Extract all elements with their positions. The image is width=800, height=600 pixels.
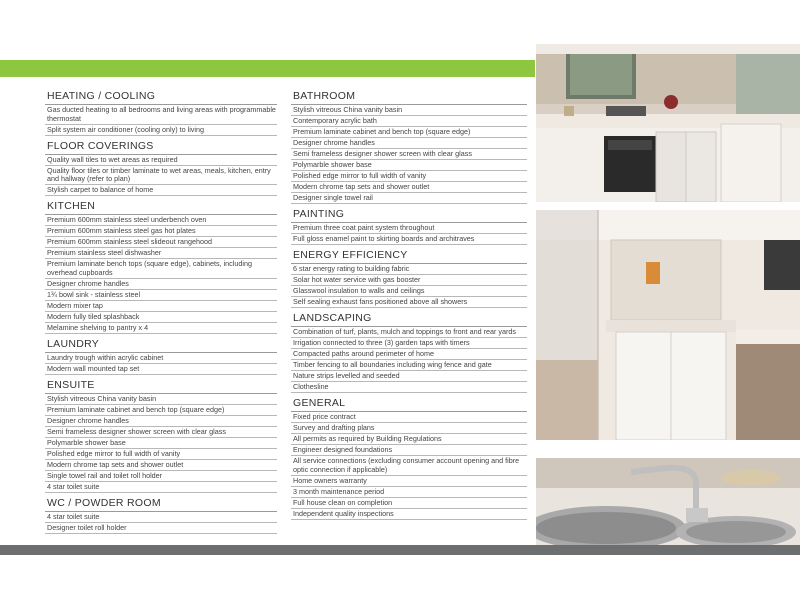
- section-title-landscaping: LANDSCAPING: [291, 308, 527, 327]
- section-title-laundry: LAUNDRY: [45, 334, 277, 353]
- inclusions-left-column: [45, 86, 277, 534]
- inclusion-item: Modern fully tiled splashback: [45, 312, 277, 323]
- inclusion-item: All permits as required by Building Regulations: [291, 434, 527, 445]
- section-title-bathroom: BATHROOM: [291, 86, 527, 105]
- inclusion-item: Stylish vitreous China vanity basin: [291, 105, 527, 116]
- inclusion-item: Gas ducted heating to all bedrooms and living areas with programmable thermostat: [47, 105, 276, 123]
- inclusion-item: Engineer designed foundations: [291, 445, 527, 456]
- section-title-heating-cooling: HEATING / COOLING: [45, 86, 277, 105]
- inclusion-item: Combination of turf, plants, mulch and toppings to front and rear yards: [291, 327, 527, 338]
- inclusion-item: Home owners warranty: [291, 476, 527, 487]
- inclusion-item: Glasswool insulation to walls and ceilings: [291, 286, 527, 297]
- inclusions-right-column: [291, 86, 527, 520]
- inclusion-item: 1¾ bowl sink - stainless steel: [45, 290, 277, 301]
- inclusion-item: Modern chrome tap sets and shower outlet: [291, 182, 527, 193]
- inclusion-item: Designer chrome handles: [45, 279, 277, 290]
- inclusion-item: Premium 600mm stainless steel underbench oven: [45, 215, 277, 226]
- inclusion-item: Compacted paths around perimeter of home: [291, 349, 527, 360]
- bathroom-photo: [536, 210, 800, 440]
- inclusion-item: 6 star energy rating to building fabric: [291, 264, 527, 275]
- inclusion-item: Stylish vitreous China vanity basin: [45, 394, 277, 405]
- inclusion-item: 4 star toilet suite: [45, 512, 277, 523]
- inclusion-item: Premium laminate cabinet and bench top (square edge): [291, 127, 527, 138]
- inclusion-item: Premium 600mm stainless steel gas hot plates: [45, 226, 277, 237]
- inclusion-item: Full house clean on completion: [291, 498, 527, 509]
- inclusion-item: Semi frameless designer shower screen with clear glass: [291, 149, 527, 160]
- section-title-ensuite: ENSUITE: [45, 375, 277, 394]
- inclusion-item: Quality floor tiles or timber laminate to wet areas, meals, kitchen, entry and hallway (refer to plan): [45, 166, 277, 186]
- inclusion-item: Solar hot water service with gas booster: [291, 275, 527, 286]
- inclusion-item: Modern chrome tap sets and shower outlet: [45, 460, 277, 471]
- section-title-painting: PAINTING: [291, 204, 527, 223]
- inclusion-item: Timber fencing to all boundaries including wing fence and gate: [291, 360, 527, 371]
- footer-bar: [0, 545, 800, 555]
- inclusion-item: Survey and drafting plans: [291, 423, 527, 434]
- inclusion-item: Semi frameless designer shower screen with clear glass: [45, 427, 277, 438]
- section-title-energy-efficiency: ENERGY EFFICIENCY: [291, 245, 527, 264]
- inclusion-item: 4 star toilet suite: [45, 482, 277, 493]
- inclusion-item: Polymarble shower base: [291, 160, 527, 171]
- inclusion-item: Quality wall tiles to wet areas as required: [45, 155, 277, 166]
- inclusion-item: Designer chrome handles: [45, 416, 277, 427]
- inclusion-item: Premium three coat paint system throughout: [291, 223, 527, 234]
- inclusion-item: Fixed price contract: [291, 412, 527, 423]
- inclusion-item: 3 month maintenance period: [291, 487, 527, 498]
- inclusion-item: Stylish carpet to balance of home: [45, 185, 277, 196]
- inclusion-item: Full gloss enamel paint to skirting boards and architraves: [291, 234, 527, 245]
- inclusion-item: Contemporary acrylic bath: [291, 116, 527, 127]
- inclusion-item: Designer toilet roll holder: [45, 523, 277, 534]
- inclusion-item: Polished edge mirror to full width of vanity: [45, 449, 277, 460]
- inclusion-item: Designer single towel rail: [291, 193, 527, 204]
- accent-bar: [0, 60, 535, 77]
- inclusion-item: Designer chrome handles: [291, 138, 527, 149]
- section-title-floor-coverings: FLOOR COVERINGS: [45, 136, 277, 155]
- inclusion-item: Premium laminate cabinet and bench top (square edge): [45, 405, 277, 416]
- inclusion-item: Premium stainless steel dishwasher: [45, 248, 277, 259]
- kitchen-photo: [536, 44, 800, 202]
- inclusion-item: Premium laminate bench tops (square edge), cabinets, including overhead cupboards: [45, 259, 277, 279]
- inclusion-item: Modern mixer tap: [45, 301, 277, 312]
- inclusion-item: Irrigation connected to three (3) garden taps with timers: [291, 338, 527, 349]
- inclusion-item: Polymarble shower base: [45, 438, 277, 449]
- inclusion-item: Split system air conditioner (cooling only) to living: [45, 125, 277, 136]
- inclusion-item: Laundry trough within acrylic cabinet: [45, 353, 277, 364]
- sink-photo: [536, 458, 800, 545]
- inclusion-item: Nature strips levelled and seeded: [291, 371, 527, 382]
- inclusion-item: Clothesline: [291, 382, 527, 393]
- section-title-kitchen: KITCHEN: [45, 196, 277, 215]
- inclusion-item: All service connections (excluding consumer account opening and fibre optic connection if applicable): [291, 456, 527, 476]
- inclusion-item: Modern wall mounted tap set: [45, 364, 277, 375]
- inclusion-item: Premium 600mm stainless steel slideout rangehood: [45, 237, 277, 248]
- inclusion-item: Single towel rail and toilet roll holder: [45, 471, 277, 482]
- section-title-general: GENERAL: [291, 393, 527, 412]
- inclusion-item: Self sealing exhaust fans positioned above all showers: [291, 297, 527, 308]
- inclusion-item: Independent quality inspections: [291, 509, 527, 520]
- section-title-wc-powder-room: WC / POWDER ROOM: [45, 493, 277, 512]
- inclusion-item: Polished edge mirror to full width of vanity: [291, 171, 527, 182]
- inclusion-item: Melamine shelving to pantry x 4: [45, 323, 277, 334]
